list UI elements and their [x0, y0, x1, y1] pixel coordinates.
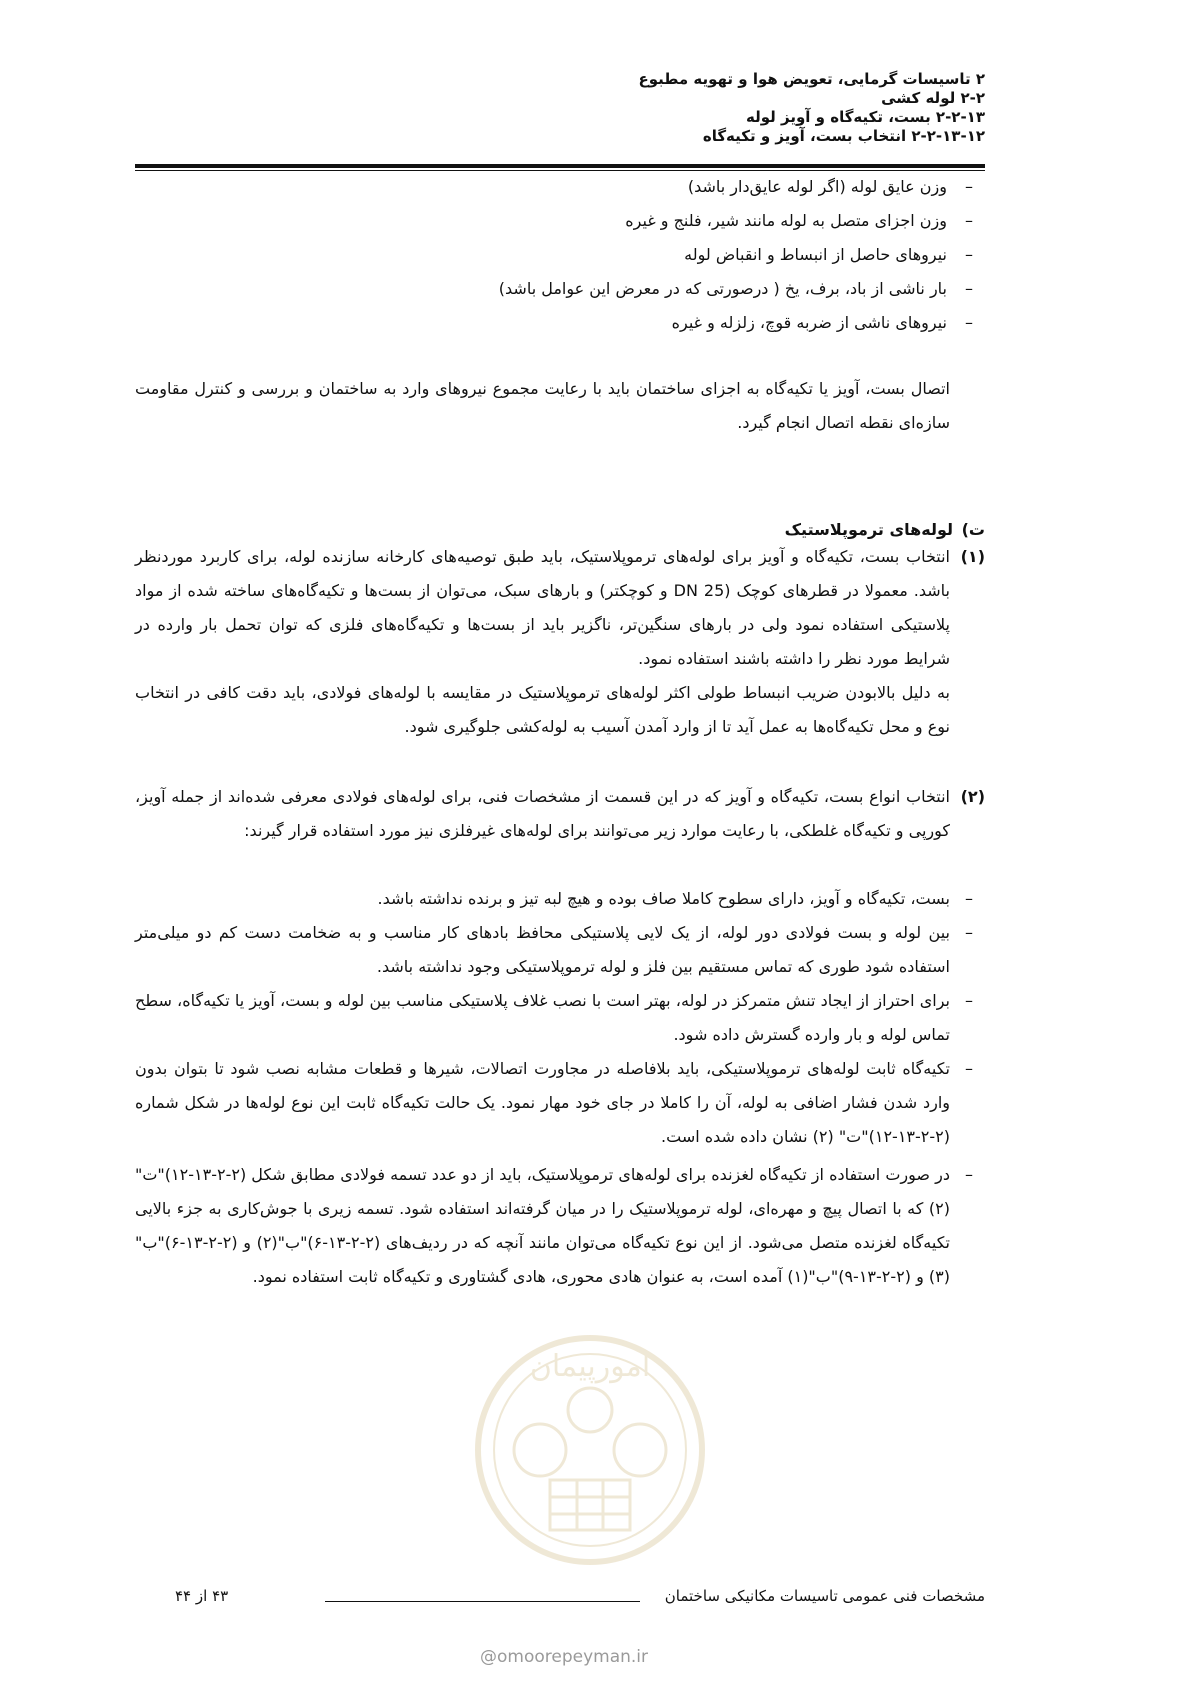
- bullet-item: – در صورت استفاده از تکیه‌گاه لغزنده برای لوله‌های ترموپلاستیک، باید از دو عدد تسمه فولادی مطابق شکل (۲-۲-۱۳-۱۲)"ت"(۲) که با اتصال پیچ و مهره‌ای، لوله ترموپلاستیک را در میان گرفته‌اند استفاده شود. تسمه زیری با جوش‌کاری به جزء بالایی تکیه‌گاه لغزنده متصل می‌شود. از این نوع تکیه‌گاه می‌توان مانند آنچه که در ردیف‌های (۲-۲-۱۳-۶)"ب"(۲) و (۲-۲-۱۳-۶)"ب"(۳) و (۲-۲-۱۳-۹)"ب"(۱) آمده است، به عنوان هادی محوری، هادی گشتاوری و تکیه‌گاه ثابت استفاده نمود.: [135, 1165, 973, 1286]
- numbered-item-1: [135, 540, 985, 744]
- bullet-item: – بین لوله و بست فولادی دور لوله، از یک لایی پلاستیکی محافظ بادهای کار مناسب و به ضخامت دست کم دو میلی‌متر استفاده شود طوری که تماس مستقیم بین فلز و لوله ترموپلاستیکی وجود نداشته باشد.: [135, 923, 973, 976]
- list-item: –وزن اجزای متصل به لوله مانند شیر، فلنج و غیره: [625, 211, 973, 230]
- watermark-seal: [470, 1330, 710, 1570]
- header-line-3: ۲-۲-۱۳ بست، تکیه‌گاه و آویز لوله: [746, 108, 985, 126]
- item-number: (۱): [960, 547, 985, 566]
- section-letter: ت): [961, 520, 985, 539]
- connection-paragraph: اتصال بست، آویز یا تکیه‌گاه به اجزای ساختمان باید با رعایت مجموع نیروهای وارد به ساختمان و بررسی و کنترل مقاومت سازه‌ای نقطه اتصال انجام گیرد.: [135, 379, 950, 432]
- list-item: –وزن عایق لوله (اگر لوله عایق‌دار باشد): [687, 177, 973, 196]
- item-number: (۲): [960, 787, 985, 806]
- footer-rule: [325, 1601, 640, 1602]
- seal-text: امورپیمان: [529, 1349, 651, 1384]
- list-item: –بار ناشی از باد، برف، یخ ( درصورتی که در معرض این عوامل باشد): [498, 279, 973, 298]
- item-paragraph: به دلیل بالابودن ضریب انبساط طولی اکثر لوله‌های ترموپلاستیک در مقایسه با لوله‌های فولادی، باید دقت کافی در انتخاب نوع و محل تکیه‌گاه‌ها به عمل آید تا از وارد آمدن آسیب به لوله‌کشی جلوگیری شود.: [135, 683, 950, 736]
- numbered-item-2: [135, 780, 985, 848]
- item-paragraph: انتخاب انواع بست، تکیه‌گاه و آویز که در این قسمت از مشخصات فنی، برای لوله‌های فولادی معرفی شده‌اند از جمله آویز، کورپی و تکیه‌گاه غلطکی، با رعایت موارد زیر می‌توانند برای لوله‌های غیرفلزی نیز مورد استفاده قرار گیرند:: [135, 787, 950, 840]
- section-heading: [785, 520, 985, 539]
- item-paragraph: انتخاب بست، تکیه‌گاه و آویز برای لوله‌های ترموپلاستیک، باید طبق توصیه‌های کارخانه سازنده لوله، برای کاربرد موردنظر باشد. معمولا در قطرهای کوچک (DN 25 و کوچکتر) و بارهای سبک، می‌توان از بست‌ها و تکیه‌گاه‌های ساخته شده از مواد پلاستیکی استفاده نمود ولی در بارهای سنگین‌تر، ناگزیر باید از بست‌ها و تکیه‌گاه‌های فلزی که توان تحمل بار وارده در شرایط مورد نظر را داشته باشند استفاده نمود.: [135, 547, 950, 668]
- bullet-item: – برای احتراز از ایجاد تنش متمرکز در لوله، بهتر است با نصب غلاف پلاستیکی مناسب بین لوله و بست، آویز یا تکیه‌گاه، سطح تماس لوله و بار وارده گسترش داده شود.: [135, 991, 973, 1044]
- page-header: [125, 70, 985, 146]
- footer-title: مشخصات فنی عمومی تاسیسات مکانیکی ساختمان: [664, 1587, 985, 1605]
- page-number: ۴۳ از ۴۴: [175, 1587, 229, 1605]
- list-item: –نیروهای حاصل از انبساط و انقباض لوله: [684, 245, 973, 264]
- bullet-item: – تکیه‌گاه ثابت لوله‌های ترموپلاستیکی، باید بلافاصله در مجاورت اتصالات، شیرها و قطعات مشابه نصب شود تا بتوان بدون وارد شدن فشار اضافی به لوله، آن را کاملا در جای خود مهار نمود. یک حالت تکیه‌گاه ثابت این نوع لوله‌ها در شکل شماره (۲-۲-۱۳-۱۲)"ت" (۲) نشان داده شده است.: [135, 1059, 973, 1146]
- bullet-item: – بست، تکیه‌گاه و آویز، دارای سطوح کاملا صاف بوده و هیچ لبه تیز و برنده نداشته باشد.: [377, 889, 973, 908]
- header-rule-thick: [135, 164, 985, 168]
- section-title: لوله‌های ترموپلاستیک: [784, 520, 953, 539]
- header-line-4: ۲-۲-۱۳-۱۲ انتخاب بست، آویز و تکیه‌گاه: [702, 127, 985, 145]
- list-item: –نیروهای ناشی از ضربه قوچ، زلزله و غیره: [671, 313, 973, 332]
- header-line-2: ۲-۲ لوله کشی: [881, 89, 985, 107]
- header-rule-thin: [135, 170, 985, 171]
- watermark-site: @omoorepeyman.ir: [480, 1647, 649, 1667]
- header-line-1: ۲ تاسیسات گرمایی، تعویض هوا و تهویه مطبوع: [638, 70, 985, 88]
